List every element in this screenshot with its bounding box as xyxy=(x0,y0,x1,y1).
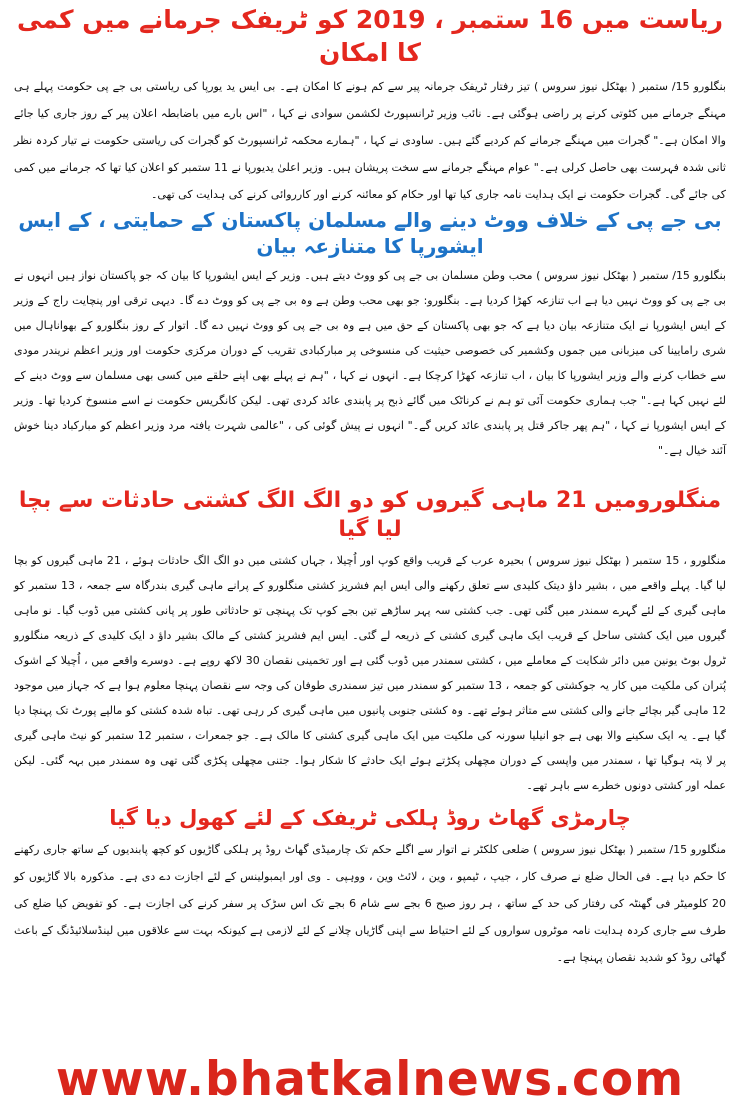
news-article xyxy=(14,4,726,208)
article-headline: منگلورومیں 21 ماہی گیروں کو دو الگ الگ کشتی حادثات سے بچا لیا گیا xyxy=(18,488,722,542)
footer-website-banner xyxy=(0,1048,740,1111)
article-body: منگلورو 15/ ستمبر ( بھٹکل نیوز سروس ) ضلعی کلکٹر نے اتوار سے اگلے حکم تک چارمیڈی گھاٹ روڈ پر ہلکی گاڑیوں کو کچھ پابندیوں کے ساتھ جاری رکھنے کا حکم دیا ہے۔ فی الحال ضلع نے صرف کار ، جیپ ، ٹیمپو ، وین ، لائٹ وین ، ووہپی ۔ وی اور ایمبولینس کے لئے اجازت دے دی ہے۔ مذکورہ بالا گاڑیوں کو 20 کلومیٹر فی گھنٹہ کی رفتار کی حد کے ساتھ ، ہر روز صبح 6 بجے سے شام 6 بجے تک اس سڑک پر سفر کرنے کی اجازت ہے۔ کو تفویض کیا ضلع کی طرف سے جاری کردہ ہدایت نامہ موٹروں سواروں کے لئے احتیاط سے اپنی گاڑیاں چلانے کے لئے لازمی ہے کیونکہ بہت سے علاقوں میں لینڈسلائیڈنگ کے باعث گھاٹی روڈ کو شدید نقصان پہنچا ہے۔ xyxy=(14,843,726,965)
article-body: بنگلورو 15/ ستمبر ( بھٹکل نیوز سروس ) محب وطن مسلمان بی جے پی کو ووٹ دیتے ہیں۔ وزیر کے ایس ایشورپا کا بیان کہ جو پاکستان نواز ہیں انہوں نے بی جے پی کو ووٹ نہیں دیا ہے اب تنازعہ کھڑا کردیا ہے۔ بنگلورو: جو بھی محب وطن ہے وہ بی جے پی کو ووٹ دے گا۔ دیہی ترقی اور پنچایت راج کے وزیر کے ایس ایشورپا نے ایک متنازعہ بیان دیا ہے کہ جو بھی پاکستان کے حق میں ہے وہ بی جے پی کو ووٹ نہیں دے گا۔ اتوار کے روز بنگلورو کے بھواناہال میں شری رامایینا کی میزبانی میں جموں وکشمیر کی خصوصی حیثیت کی منسوخی پر مبارکبادی تقریب کے دوران مرکزی حکومت اور وزیر اعظم نریندر مودی سے خطاب کرنے والے وزیر ایشورپا کا بیان ، اب تنازعہ کھڑا کرچکا ہے۔ انہوں نے کہا ، "ہم نے پہلے بھی اپنے حلقے میں کسی بھی مسلمان سے ووٹ دینے کے لئے نہیں کہا ہے۔" جب ہماری حکومت آئی تو ہم نے کرناٹک میں گائے ذبح پر پابندی عائد کردی تھی۔ لیکن کانگریس حکومت نے اسے منسوخ کردیا تھا۔ وزیر کے ایس ایشورپا نے کہا ، "ہم پھر جاکر قتل پر پابندی عائد کریں گے۔" انہوں نے پیش گوئی کی ، "عالمی شہرت یافتہ مرد وزیر اعظم کو مبارکباد دینا خوش آئند خیال ہے۔" xyxy=(14,269,726,457)
news-article xyxy=(14,487,726,798)
website-url: www.bhatkalnews.com xyxy=(55,1052,685,1107)
article-headline: چارمڑی گھاٹ روڈ ہلکی ٹریفک کے لئے کھول دیا گیا xyxy=(109,806,631,830)
article-headline: بی جے پی کے خلاف ووٹ دینے والے مسلمان پاکستان کے حمایتی ، کے ایس ایشورپا کا متنازعہ بیان xyxy=(18,208,722,258)
article-body: منگلورو ، 15 ستمبر ( بھٹکل نیوز سروس ) بحیرہ عرب کے قریب واقع کوپ اور اُچیلا ، جہاں کشتی میں دو الگ الگ حادثات ہوئے ، 21 ماہی گیروں کو بچا لیا گیا۔ پہلے واقعے میں ، بشیر داؤ دیتک کلیدی سے تعلق رکھنے والی ایس ایم فشریز کشتی منگلورو کے پرانے ماہی گیری بندرگاہ سے جمعہ ، 13 ستمبر کو ماہی گیری کے لئے گہرے سمندر میں گئی تھی۔ جب کشتی سہ پہر ساڑھے تین بجے کوپ تک پہنچی تو حادثاتی طور پر پانی کشتی میں ڈوب گیا۔ نو ماہی گیروں میں ایک کشتی ساحل کے قریب ایک ماہی گیری کشتی کے ذریعہ لے گئی۔ ایس ایم فشریز کشتی کے مالک بشیر داؤ د ایک کلیدی کے ذریعہ منگلورو ٹرول بوٹ یونین میں دائر شکایت کے معاملے میں ، کشتی سمندر میں ڈوب گئی ہے اور تخمینی نقصان 30 لاکھ روپے ہے۔ دوسرے واقعے میں ، اُچیلا کے اشوک پُتران کی ملکیت میں کار یہ جوکشتی کو جمعہ ، 13 ستمبر کو سمندر میں تیز سمندری طوفان کی وجہ سے نقصان پہنچا معلوم ہوا ہے کہ جہاز میں موجود 12 ماہی گیر بچائے جانے والی کشتی سے متاثر ہوئے تھے۔ وہ کشتی جنوبی پانیوں میں ماہی گیری کر رہی تھی۔ تباہ شدہ کشتی کو مالپے پورٹ تک پہنچا دیا گیا ہے۔ یہ ایک سکینے والا بھی ہے جو انیلیا سورنہ کی ملکیت میں ایک ماہی گیری کشتی کا مالک ہے۔ جو جمعرات ، ستمبر 12 ستمبر کو نیٹ ماہی گیری پر لا پتہ ہوگیا تھا ، سمندر میں واپسی کے دوران مچھلی پکڑتے ہوئے ایک حادثے کا شکار ہوا۔ جتنی مچھلی پکڑی گئی تھی وہ سمندر میں بہہ گئی۔ لیکن عملہ اور کشتی دونوں خطرے سے باہر تھے۔ xyxy=(14,554,727,793)
article-body: بنگلورو 15/ ستمبر ( بھٹکل نیوز سروس ) تیز رفتار ٹریفک جرمانہ پیر سے کم ہونے کا امکان ہے۔ بی ایس ید یورپا کی ریاستی بی جے پی حکومت پہلے ہی مہنگے جرمانے میں کٹوتی کرنے پر راضی ہوگئی ہے۔ نائب وزیر ٹرانسپورٹ لکشمن سوادی نے کہا ، "اس بارے میں باضابطہ اعلان پیر کے روز جاری کیا جائے والا امکان ہے۔" گجرات میں مہنگے جرمانے کم کردیے گئے ہیں۔ ساودی نے کہا ، "ہمارے محکمہ ٹرانسپورٹ کو گجرات کی ریاستی حکومت نے تیار کردہ نظر ثانی شدہ فہرست بھی حاصل کرلی ہے۔" عوام مہنگے جرمانے سے سخت پریشان ہیں۔ وزیر اعلیٰ یدیورپا نے 11 ستمبر کو اعلان کیا تھا کہ جرمانے میں کمی کی جائے گی۔ گجرات حکومت نے ایک ہدایت نامہ جاری کیا تھا اور حکام کو معائنہ کرنے اور کارروائی کرنے کی ہدایت کی تھی۔ xyxy=(14,80,726,201)
news-article xyxy=(14,805,726,971)
article-headline: ریاست میں 16 ستمبر ، 2019 کو ٹریفک جرمانے میں کمی کا امکان xyxy=(16,5,724,67)
news-article xyxy=(14,207,726,463)
